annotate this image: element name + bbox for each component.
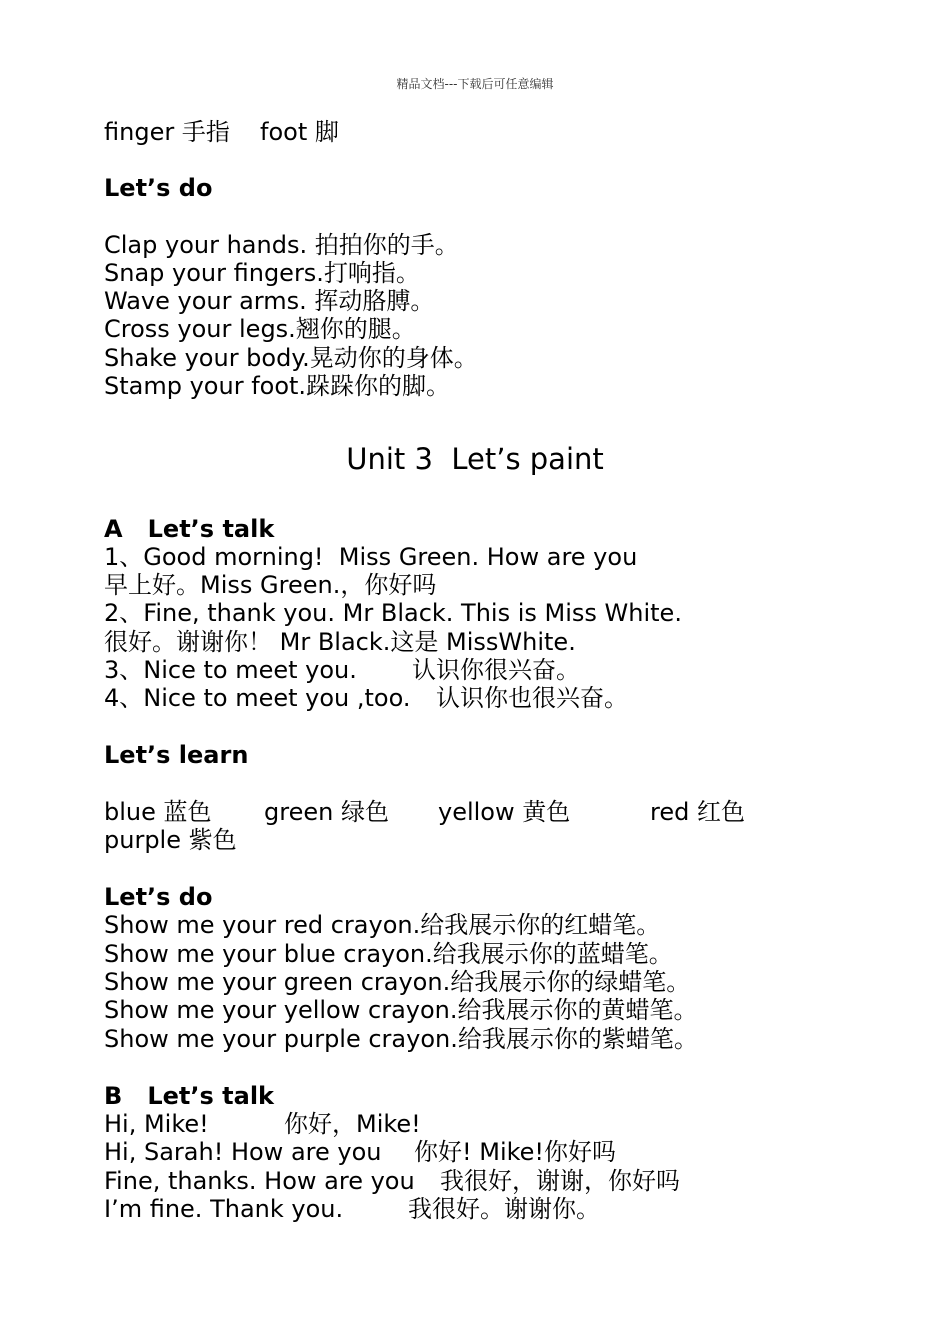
b-talk-english: Hi, Mike! (104, 1110, 209, 1138)
a-talk-chinese: 认识你很兴奋。 (412, 656, 580, 684)
b-talk-english: I’m fine. Thank you. (104, 1195, 344, 1223)
b-talk-chinese: 我很好，谢谢，你好吗 (440, 1167, 680, 1195)
lets-do-2-line: Show me your blue crayon.给我展示你的蓝蜡笔。 (104, 940, 673, 968)
section-heading-b-lets-talk: B Let’s talk (104, 1082, 275, 1110)
b-talk-english: Fine, thanks. How are you (104, 1167, 415, 1195)
b-talk-chinese: 你好! Mike!你好吗 (414, 1138, 617, 1166)
page-header: 精品文档---下载后可任意编辑 (396, 77, 554, 91)
a-talk-chinese: 认识你也很兴奋。 (436, 684, 628, 712)
a-talk-line: 早上好。Miss Green.，你好吗 (104, 571, 437, 599)
unit-title: Unit 3 Let’s paint (346, 442, 604, 476)
lets-do-2-line: Show me your yellow crayon.给我展示你的黄蜡笔。 (104, 996, 698, 1024)
learn-word: red 红色 (650, 798, 745, 826)
section-heading-lets-do-1: Let’s do (104, 174, 213, 202)
a-talk-line: 很好。谢谢你！ Mr Black.这是 MissWhite. (104, 628, 576, 656)
learn-word: yellow 黄色 (438, 798, 571, 826)
a-talk-line: 2、Fine, thank you. Mr Black. This is Miss White. (104, 599, 682, 627)
learn-word: green 绿色 (264, 798, 389, 826)
section-heading-lets-do-2: Let’s do (104, 883, 213, 911)
section-heading-lets-learn: Let’s learn (104, 741, 249, 769)
lets-do-1-line: Stamp your foot.跺跺你的脚。 (104, 372, 451, 400)
lets-do-2-line: Show me your green crayon.给我展示你的绿蜡笔。 (104, 968, 691, 996)
section-heading-a-lets-talk: A Let’s talk (104, 515, 275, 543)
b-talk-chinese: 你好，Mike! (284, 1110, 421, 1138)
learn-word: blue 蓝色 (104, 798, 212, 826)
vocab-foot: foot 脚 (260, 118, 339, 146)
b-talk-english: Hi, Sarah! How are you (104, 1138, 382, 1166)
lets-do-1-line: Shake your body.晃动你的身体。 (104, 344, 478, 372)
a-talk-english: 3、Nice to meet you. (104, 656, 357, 684)
b-talk-chinese: 我很好。谢谢你。 (408, 1195, 600, 1223)
lets-do-2-line: Show me your purple crayon.给我展示你的紫蜡笔。 (104, 1025, 698, 1053)
lets-do-1-line: Cross your legs.翘你的腿。 (104, 315, 416, 343)
learn-word: purple 紫色 (104, 826, 237, 854)
a-talk-english: 4、Nice to meet you ,too. (104, 684, 411, 712)
a-talk-line: 1、Good morning! Miss Green. How are you (104, 543, 638, 571)
lets-do-2-line: Show me your red crayon.给我展示你的红蜡笔。 (104, 911, 661, 939)
lets-do-1-line: Clap your hands. 拍拍你的手。 (104, 231, 459, 259)
lets-do-1-line: Wave your arms. 挥动胳膊。 (104, 287, 435, 315)
vocab-finger: finger 手指 (104, 118, 230, 146)
lets-do-1-line: Snap your fingers.打响指。 (104, 259, 420, 287)
